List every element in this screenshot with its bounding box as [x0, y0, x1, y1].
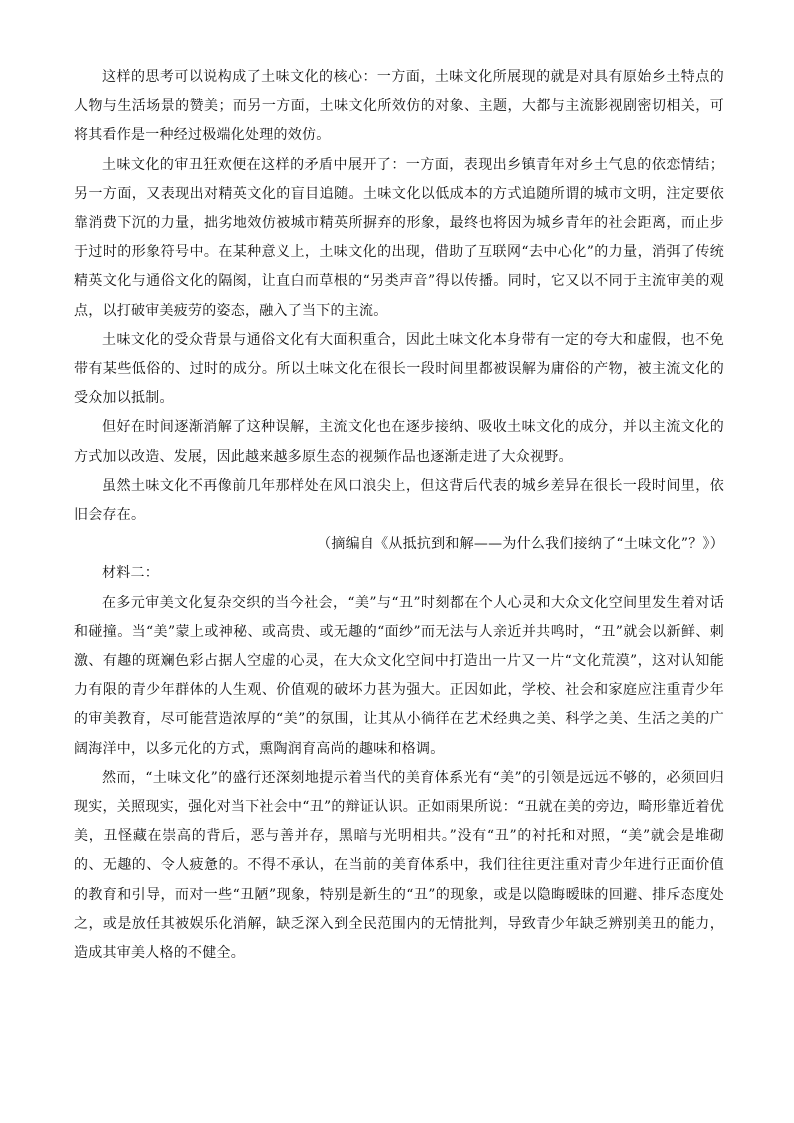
paragraph-urban-rural-gap: 虽然土味文化不再像前几年那样处在风口浪尖上，但这背后代表的城乡差异在很长一段时间里，依旧会存在。	[74, 477, 724, 524]
source-note: （摘编自《从抵抗到和解——为什么我们接纳了“土味文化”？》）	[317, 536, 724, 553]
paragraph-misunderstanding-resolved: 但好在时间逐渐消解了这种误解，主流文化也在逐步接纳、吸收土味文化的成分，并以主流文化的方式加以改造、发展，因此越来越多原生态的视频作品也逐渐走进了大众视野。	[74, 419, 724, 465]
document-body	[74, 63, 724, 968]
paragraph-core-thinking: 这样的思考可以说构成了土味文化的核心：一方面，土味文化所展现的就是对具有原始乡土特点的人物与生活场景的赞美；而另一方面，土味文化所效仿的对象、主题，大都与主流影视剧密切相关，可将其看作是一种经过极端化处理的效仿。	[74, 69, 724, 144]
paragraph-audience-background: 土味文化的受众背景与通俗文化有大面积重合，因此土味文化本身带有一定的夸大和虚假，也不免带有某些低俗的、过时的成分。所以土味文化在很长一段时间里都被误解为庸俗的产物，被主流文化的受众加以抵制。	[74, 331, 724, 407]
material-label: 材料二：	[102, 565, 159, 582]
paragraph-beauty-and-ugliness: 在多元审美文化复杂交织的当今社会，“美”与“丑”时刻都在个人心灵和大众文化空间里发生着对话和碰撞。当“美”蒙上或神秘、或高贵、或无趣的“面纱”而无法与人亲近并共鸣时，“丑”就会以新鲜、刺激、有趣的斑斓色彩占据人空虚的心灵，在大众文化空间中打造出一片又一片“文化荒漠”，这对认知能力有限的青少年群体的人生观、价值观的破坏力甚为强大。正因如此，学校、社会和家庭应注重青少年的审美教育，尽可能营造浓厚的“美”的氛围，让其从小徜徉在艺术经典之美、科学之美、生活之美的广阔海洋中，以多元化的方式，熏陶润育高尚的趣味和格调。	[74, 594, 724, 757]
paragraph-aesthetic-carnival: 土味文化的审丑狂欢便在这样的矛盾中展开了：一方面，表现出乡镇青年对乡土气息的依恋情结；另一方面，又表现出对精英文化的盲目追随。土味文化以低成本的方式追随所谓的城市文明，注定要依靠消费下沉的力量，拙劣地效仿被城市精英所摒弃的形象，最终也将因为城乡青年的社会距离，而止步于过时的形象符号中。在某种意义上，土味文化的出现，借助了互联网“去中心化”的力量，消弭了传统精英文化与通俗文化的隔阂，让直白而草根的“另类声音”得以传播。同时，它又以不同于主流审美的观点，以打破审美疲劳的姿态，融入了当下的主流。	[74, 156, 724, 319]
paragraph-aesthetic-education: 然而，“土味文化”的盛行还深刻地提示着当代的美育体系光有“美”的引领是远远不够的，必须回归现实，关照现实，强化对当下社会中“丑”的辩证认识。正如雨果所说：“丑就在美的旁边，畸形靠近着优美，丑怪藏在崇高的背后，恶与善并存，黑暗与光明相共。”没有“丑”的衬托和对照，“美”就会是堆砌的、无趣的、令人疲惫的。不得不承认，在当前的美育体系中，我们往往更注重对青少年进行正面价值的教育和引导，而对一些“丑陋”现象，特别是新生的“丑”的现象，或是以隐晦暧昧的回避、排斥态度处之，或是放任其被娱乐化消解，缺乏深入到全民范围内的无情批判，导致青少年缺乏辨别美丑的能力，造成其审美人格的不健全。	[74, 769, 724, 962]
